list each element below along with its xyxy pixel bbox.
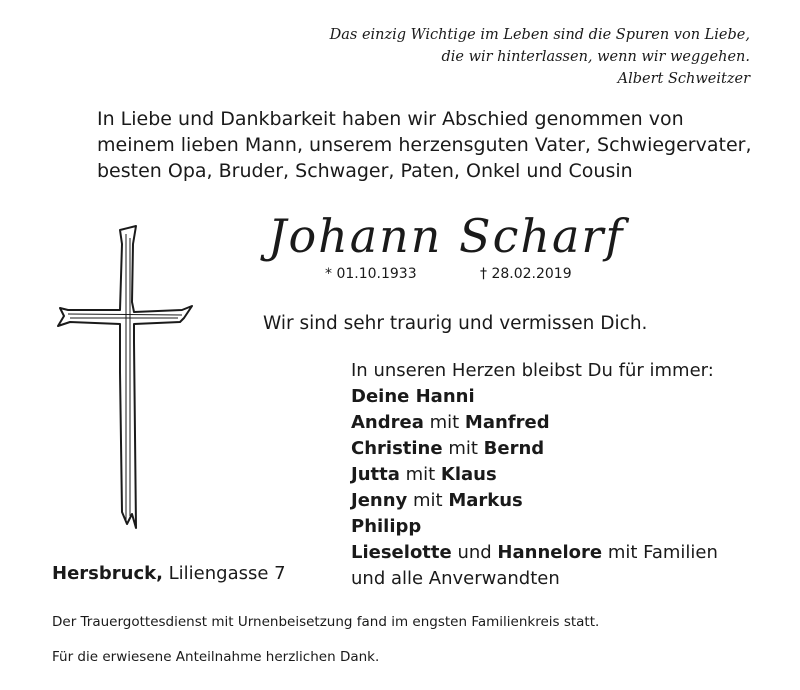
family-line: Jenny mit Markus: [351, 490, 523, 511]
address-town: Hersbruck,: [52, 563, 163, 584]
family-line: Deine Hanni: [351, 386, 475, 407]
family-heading: In unseren Herzen bleibst Du für immer:: [351, 360, 714, 381]
intro-line: In Liebe und Dankbarkeit haben wir Abschied genommen von: [97, 108, 684, 130]
birth-date: * 01.10.1933: [325, 266, 417, 282]
quote-author: Albert Schweitzer: [617, 71, 750, 87]
quote-line: die wir hinterlassen, wenn wir weggehen.: [441, 49, 750, 65]
cross-icon: [50, 222, 200, 532]
family-line: Jutta mit Klaus: [351, 464, 497, 485]
death-date: † 28.02.2019: [480, 266, 572, 282]
intro-line: besten Opa, Bruder, Schwager, Paten, Onkel und Cousin: [97, 160, 633, 182]
address-street: Liliengasse 7: [162, 563, 286, 584]
footer-service-note: Der Trauergottesdienst mit Urnenbeisetzung fand im engsten Familienkreis statt.: [52, 614, 600, 630]
mourning-line: Wir sind sehr traurig und vermissen Dich.: [263, 313, 648, 334]
intro-line: meinem lieben Mann, unserem herzensguten Vater, Schwiegervater,: [97, 134, 752, 156]
family-line: Philipp: [351, 516, 422, 537]
family-list: [351, 358, 718, 592]
quote-block: [330, 24, 750, 90]
family-line: Andrea mit Manfred: [351, 412, 550, 433]
address: [52, 563, 286, 584]
footer-thanks: Für die erwiesene Anteilnahme herzlichen Dank.: [52, 649, 380, 665]
deceased-name: Johann Scharf: [268, 209, 625, 263]
family-line: Christine mit Bernd: [351, 438, 545, 459]
intro-text: [97, 106, 752, 184]
family-line: Lieselotte und Hannelore mit Familien: [351, 542, 718, 563]
family-closing: und alle Anverwandten: [351, 568, 560, 589]
quote-line: Das einzig Wichtige im Leben sind die Spuren von Liebe,: [329, 27, 750, 43]
